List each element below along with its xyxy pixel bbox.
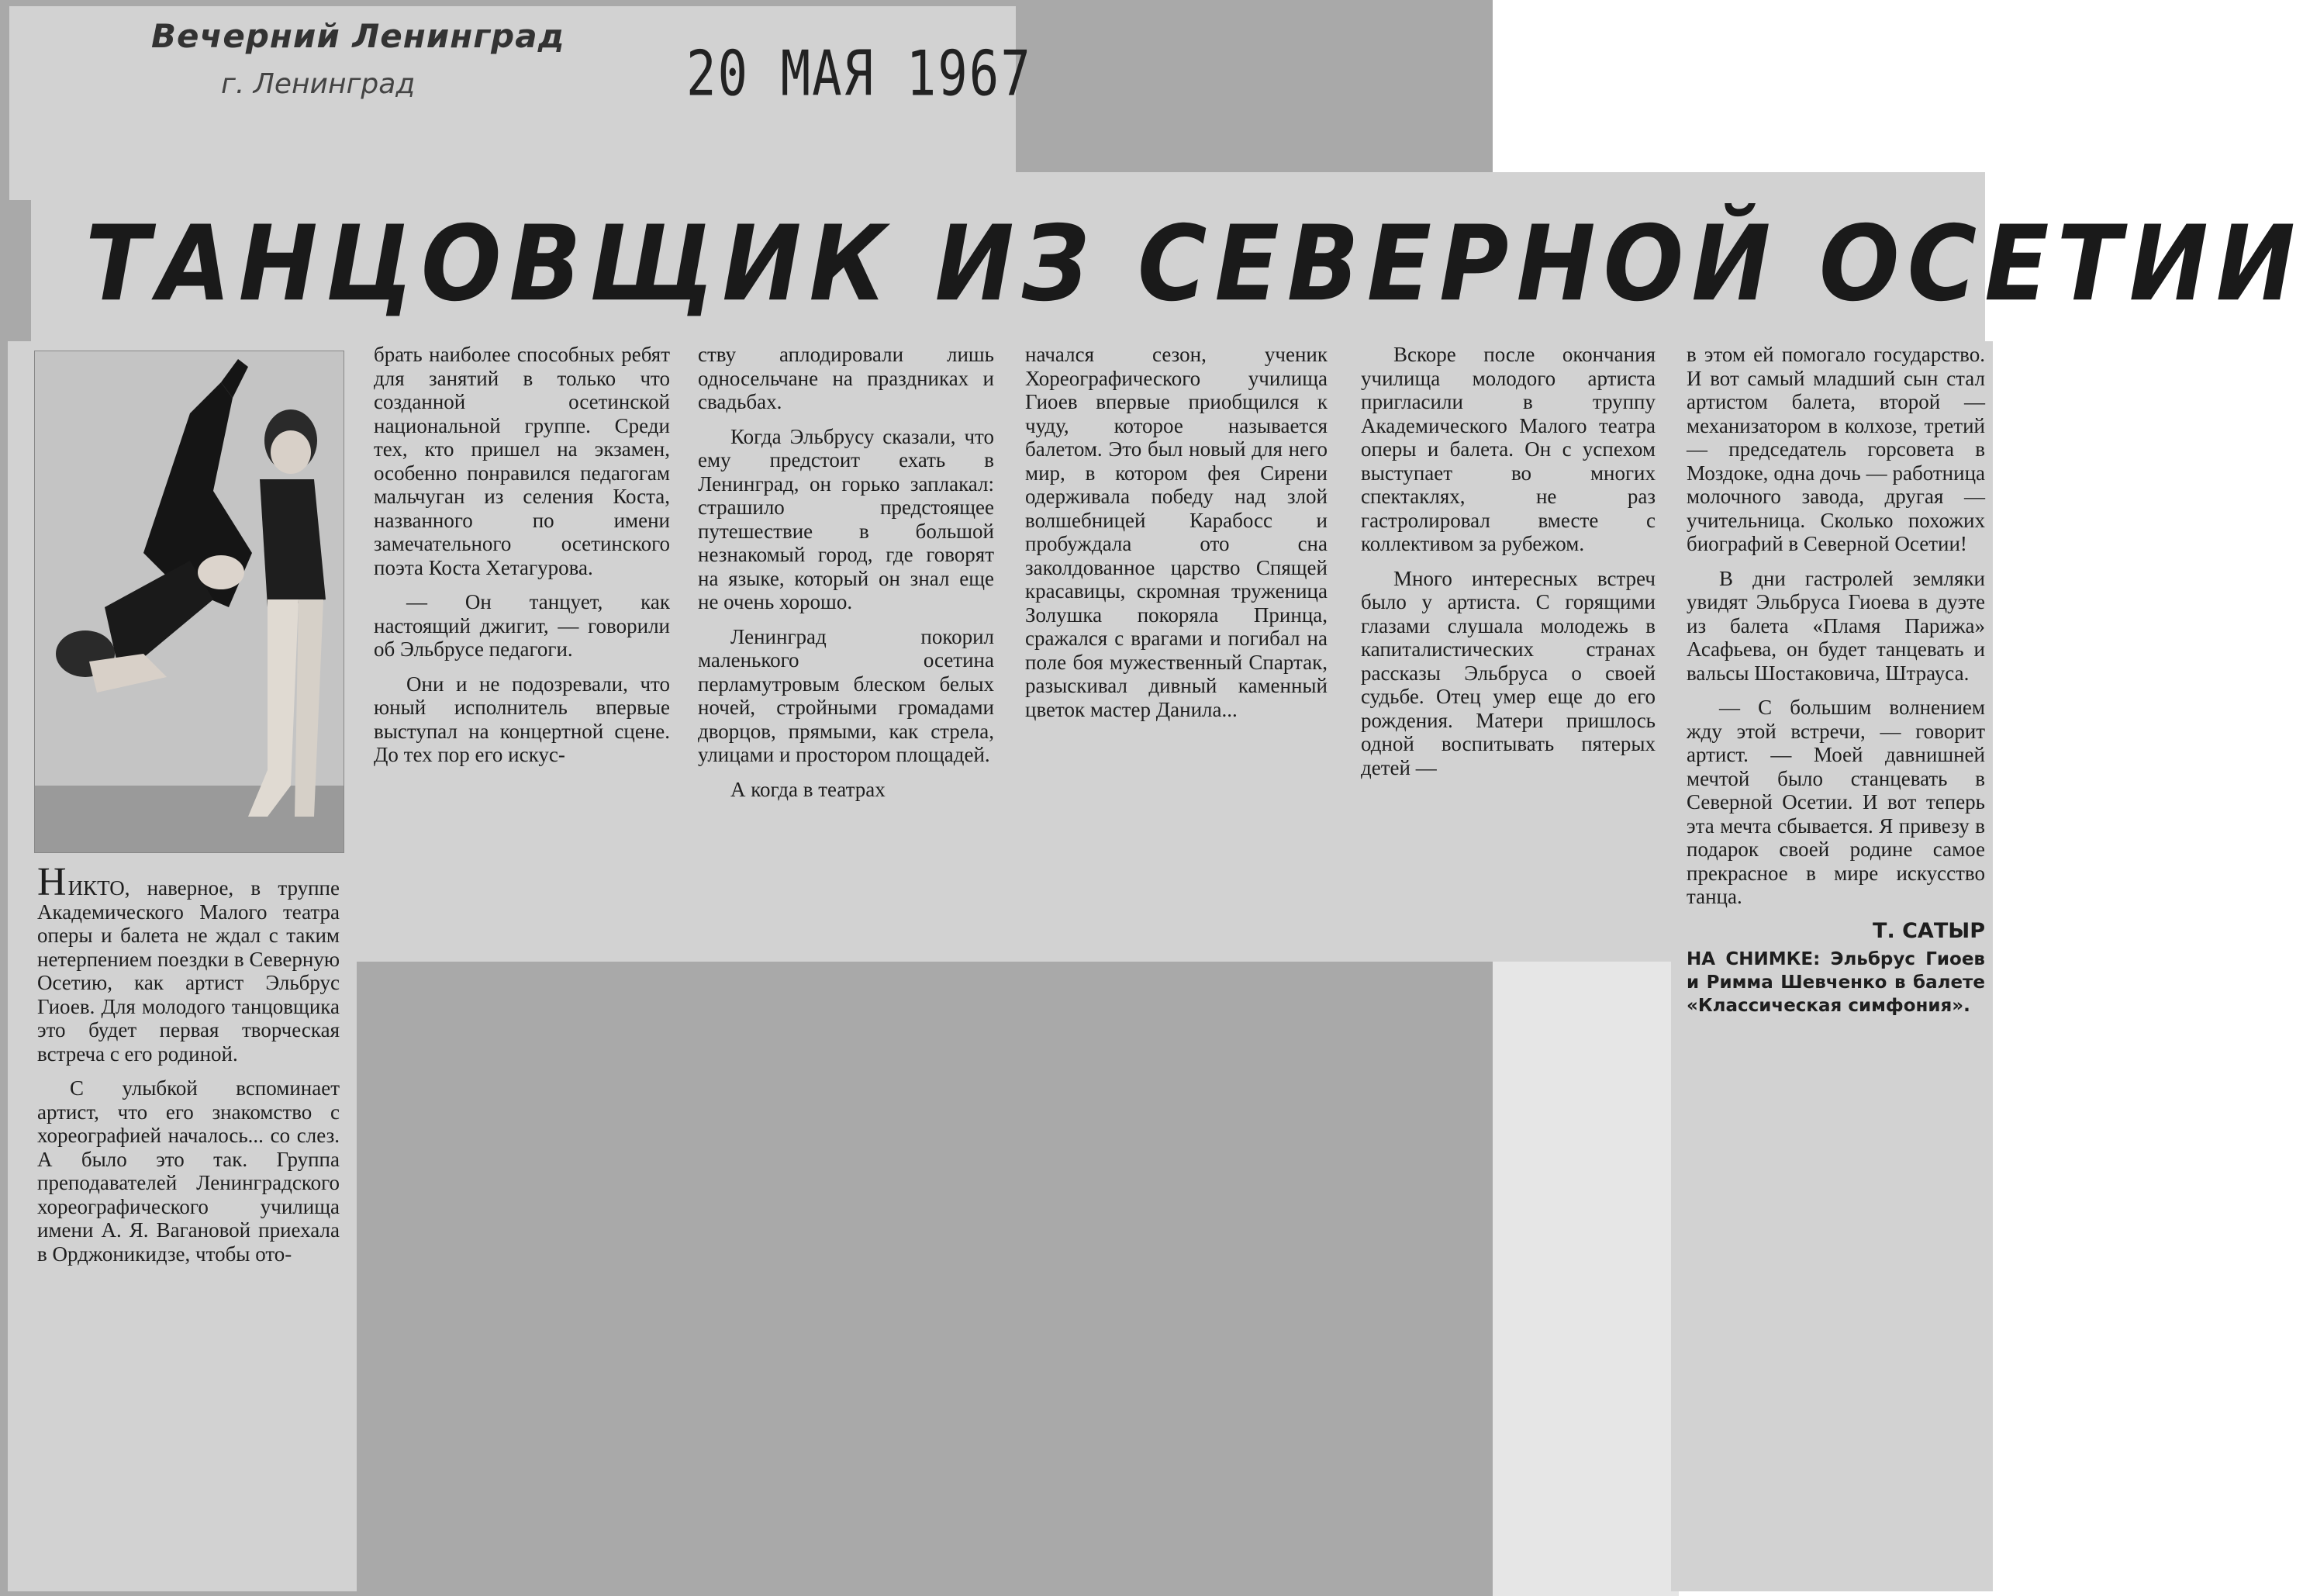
- column-1-paragraph-2: С улыбкой вспоминает артист, что его знакомство с хореографией началось... со слез. А было это так. Группа преподавателей Ленинградского хореографического училища имени А. Я. Вагановой приехала в Орджоникидзе, чтобы ото-: [37, 1076, 340, 1266]
- column-2-paragraph-1: брать наиболее способных ребят для занятий в только что созданной осетинской национальной группе. Среди тех, кто пришел на экзамен, особенно понравился педагогам мальчуган из селения Коста, названного по имени замечательного осетинского поэта Коста Хетагурова.: [374, 343, 670, 579]
- column-3-paragraph-2: Когда Эльбрусу сказали, что ему предстоит ехать в Ленинград, он горько заплакал: страшило предстоящее путешествие в большой незнакомый город, где говорят на языке, который он знал еще не очень хорошо.: [698, 424, 994, 613]
- article-column-4: [1025, 343, 1328, 721]
- article-column-1: [37, 860, 340, 1266]
- scan-background-right: [1493, 954, 1679, 1596]
- article-headline: ТАНЦОВЩИК ИЗ СЕВЕРНОЙ ОСЕТИИ: [85, 203, 2303, 325]
- column-1-paragraph-1: [37, 860, 340, 1066]
- publication-date-stamp: 20 МАЯ 1967: [686, 39, 1032, 111]
- column-3-paragraph-3: Ленинград покорил маленького осетина перламутровым блеском белых ночей, стройными громадами дворцов, прямыми, как стрела, улицами и простором площадей.: [698, 624, 994, 766]
- column-6-paragraph-1: в этом ей помогало государство. И вот самый младший сын стал артистом балета, второй — механизатором в колхозе, третий — председатель горсовета в Моздоке, одна дочь — работница молочного завода, другая — учительница. Сколько похожих биографий в Северной Осетии!: [1687, 343, 1985, 555]
- photo-caption: НА СНИМКЕ: Эльбрус Гиоев и Римма Шевченко в балете «Классическая симфония».: [1687, 949, 1985, 1016]
- article-column-6: [1687, 343, 1985, 1017]
- column-2-paragraph-2: — Он танцует, как настоящий джигит, — говорили об Эльбрусе педагоги.: [374, 590, 670, 661]
- column-6-paragraph-3: — С большим волнением жду этой встречи, — говорит артист. — Моей давнишней мечтой было станцевать в Северной Осетии. И вот теперь эта мечта сбывается. Я привезу в подарок своей родине самое прекрасное в мире искусство танца.: [1687, 696, 1985, 908]
- column-6-paragraph-2: В дни гастролей земляки увидят Эльбруса Гиоева в дуэте из балета «Пламя Парижа» Асафьева, он будет танцевать и вальсы Шостаковича, Штрауса.: [1687, 566, 1985, 685]
- article-column-3: [698, 343, 994, 801]
- article-author: Т. САТЫР: [1873, 918, 1985, 943]
- article-column-2: [374, 343, 670, 767]
- ballet-duet-illustration: [35, 351, 344, 852]
- column-5-paragraph-2: Много интересных встреч было у артиста. С горящими глазами слушала молодежь в капиталистических странах рассказы Эльбруса о своей судьбе. Отец умер еще до его рождения. Матери пришлось одной воспитывать пятерых детей —: [1361, 566, 1656, 779]
- column-4-paragraph-1: начался сезон, ученик Хореографического училища Гиоев впервые приобщился к чуду, которое называется балетом. Это был новый для него мир, в котором фея Сирени одерживала победу над злой волшебницей Карабосс и пробуждала ото сна заколдованное царство Спящей красавицы, скромная труженица Золушка покоряла Принца, сражался с врагами и погибал на поле боя мужественный Спартак, разыскивал дивный каменный цветок мастер Данила...: [1025, 343, 1328, 721]
- column-2-paragraph-3: Они и не подозревали, что юный исполнитель впервые выступал на концертной сцене. До тех пор его искус-: [374, 672, 670, 766]
- article-column-5: [1361, 343, 1656, 779]
- newspaper-city-stamp: г. Ленинград: [221, 68, 416, 100]
- newspaper-name-stamp: Вечерний Ленинград: [151, 17, 565, 55]
- drop-cap-letter: Н: [37, 860, 68, 904]
- column-5-paragraph-1: Вскоре после окончания училища молодого артиста пригласили в труппу Академического Малого театра оперы и балета. Он с успехом выступает во многих спектаклях, не раз гастролировал вместе с коллективом за рубежом.: [1361, 343, 1656, 555]
- ballet-photo-icon: [34, 351, 344, 853]
- column-3-paragraph-1: ству аплодировали лишь односельчане на праздниках и свадьбах.: [698, 343, 994, 413]
- column-3-paragraph-4: А когда в театрах: [730, 777, 886, 801]
- column-1-paragraph-1-text: ИКТО, наверное, в труппе Академического Малого театра оперы и балета не ждал с таким нетерпением поездки в Северную Осетию, как артист Эльбрус Гиоев. Для молодого танцовщика это будет первая творческая встреча с его родиной.: [37, 876, 340, 1066]
